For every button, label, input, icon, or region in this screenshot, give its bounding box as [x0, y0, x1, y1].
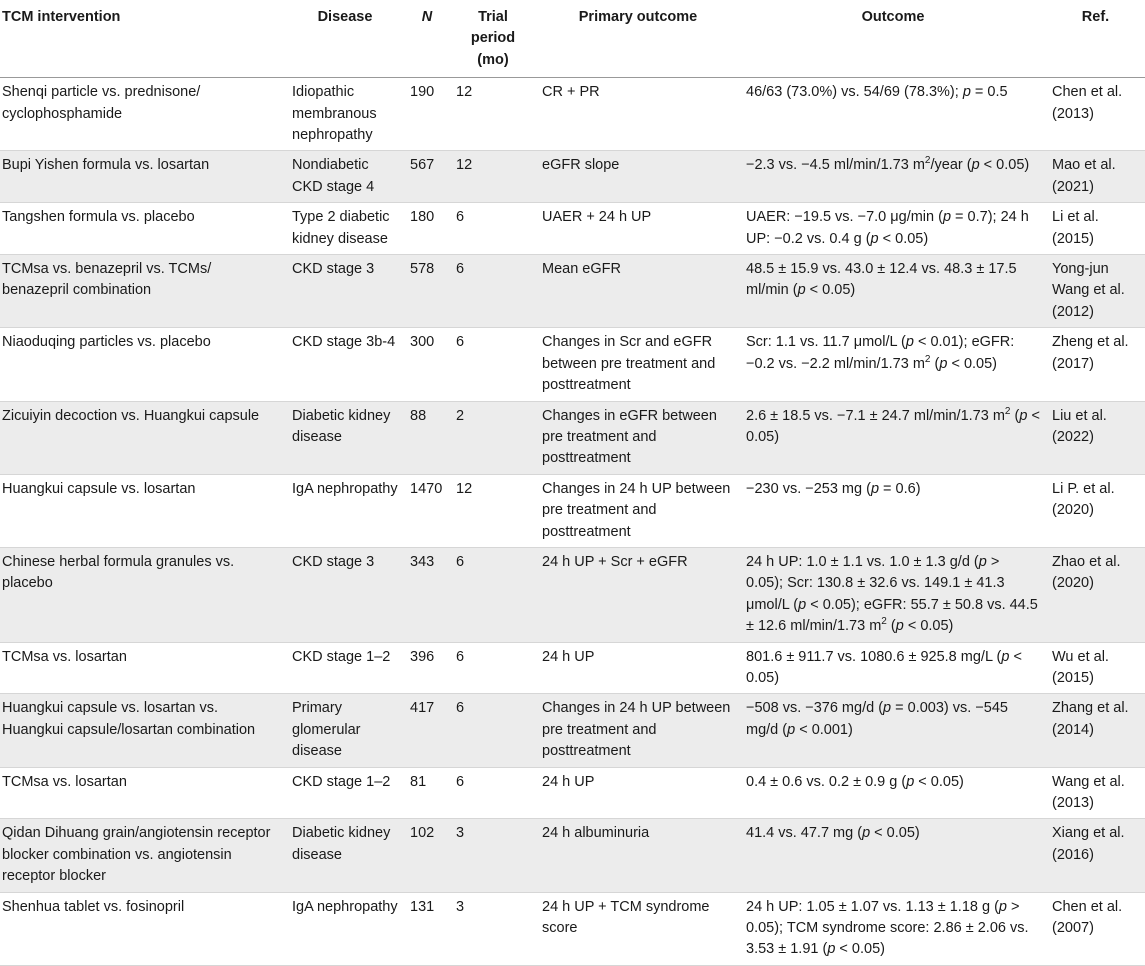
cell-n: 417	[404, 694, 450, 767]
cell-tcm-intervention: TCMsa vs. losartan	[0, 642, 286, 694]
cell-n: 131	[404, 892, 450, 965]
cell-primary-outcome: eGFR slope	[536, 151, 740, 203]
table-row	[0, 642, 1145, 694]
cell-disease: Type 2 diabetic kidney disease	[286, 203, 404, 255]
table-header	[0, 0, 1145, 78]
cell-disease: Diabetic kidney disease	[286, 819, 404, 892]
cell-outcome: 24 h UP: 1.05 ± 1.07 vs. 1.13 ± 1.18 g (p > 0.05); TCM syndrome score: 2.86 ± 2.06 vs. 3.53 ± 1.91 (p < 0.05)	[740, 892, 1046, 965]
cell-ref: Li et al. (2015)	[1046, 203, 1145, 255]
cell-outcome: 46/63 (73.0%) vs. 54/69 (78.3%); p = 0.5	[740, 78, 1046, 151]
header-outcome: Outcome	[740, 0, 1046, 78]
cell-n: 190	[404, 78, 450, 151]
header-disease: Disease	[286, 0, 404, 78]
cell-tcm-intervention: Qidan Dihuang grain/angiotensin receptor blocker combination vs. angiotensin receptor blocker	[0, 819, 286, 892]
cell-n: 567	[404, 151, 450, 203]
cell-tcm-intervention: Zicuiyin decoction vs. Huangkui capsule	[0, 401, 286, 474]
cell-trial-period: 6	[450, 547, 536, 642]
cell-n: 102	[404, 819, 450, 892]
cell-n: 300	[404, 328, 450, 401]
cell-trial-period: 6	[450, 694, 536, 767]
cell-outcome: −508 vs. −376 mg/d (p = 0.003) vs. −545 mg/d (p < 0.001)	[740, 694, 1046, 767]
cell-trial-period: 3	[450, 892, 536, 965]
cell-disease: Nondiabetic CKD stage 4	[286, 151, 404, 203]
table-row	[0, 255, 1145, 328]
cell-n: 396	[404, 642, 450, 694]
cell-outcome: 801.6 ± 911.7 vs. 1080.6 ± 925.8 mg/L (p < 0.05)	[740, 642, 1046, 694]
cell-disease: Primary glomerular disease	[286, 694, 404, 767]
cell-tcm-intervention: Huangkui capsule vs. losartan	[0, 474, 286, 547]
cell-tcm-intervention: Chinese herbal formula granules vs. placebo	[0, 547, 286, 642]
header-ref: Ref.	[1046, 0, 1145, 78]
cell-primary-outcome: Changes in eGFR between pre treatment and posttreatment	[536, 401, 740, 474]
cell-outcome: Scr: 1.1 vs. 11.7 μmol/L (p < 0.01); eGFR: −0.2 vs. −2.2 ml/min/1.73 $m^2$ (p < 0.05)	[740, 328, 1046, 401]
cell-primary-outcome: CR + PR	[536, 78, 740, 151]
table-row	[0, 547, 1145, 642]
cell-primary-outcome: 24 h UP + TCM syndrome score	[536, 892, 740, 965]
header-primary-outcome: Primary outcome	[536, 0, 740, 78]
cell-primary-outcome: 24 h UP	[536, 642, 740, 694]
cell-tcm-intervention: Bupi Yishen formula vs. losartan	[0, 151, 286, 203]
cell-trial-period: 3	[450, 819, 536, 892]
cell-n: 343	[404, 547, 450, 642]
cell-primary-outcome: UAER + 24 h UP	[536, 203, 740, 255]
cell-ref: Zhao et al. (2020)	[1046, 547, 1145, 642]
cell-primary-outcome: Changes in Scr and eGFR between pre treatment and posttreatment	[536, 328, 740, 401]
cell-primary-outcome: 24 h UP + Scr + eGFR	[536, 547, 740, 642]
cell-disease: IgA nephropathy	[286, 474, 404, 547]
cell-outcome: UAER: −19.5 vs. −7.0 μg/min (p = 0.7); 24 h UP: −0.2 vs. 0.4 g (p < 0.05)	[740, 203, 1046, 255]
cell-disease: CKD stage 1–2	[286, 767, 404, 819]
cell-n: 180	[404, 203, 450, 255]
cell-trial-period: 6	[450, 328, 536, 401]
cell-disease: CKD stage 3	[286, 255, 404, 328]
cell-outcome: 48.5 ± 15.9 vs. 43.0 ± 12.4 vs. 48.3 ± 17.5 ml/min (p < 0.05)	[740, 255, 1046, 328]
header-n: N	[404, 0, 450, 78]
cell-ref: Zhang et al. (2014)	[1046, 694, 1145, 767]
header-row	[0, 0, 1145, 78]
cell-disease: CKD stage 3b-4	[286, 328, 404, 401]
cell-n: 578	[404, 255, 450, 328]
cell-trial-period: 6	[450, 203, 536, 255]
table-row	[0, 767, 1145, 819]
cell-ref: Mao et al. (2021)	[1046, 151, 1145, 203]
cell-disease: IgA nephropathy	[286, 892, 404, 965]
cell-ref: Li P. et al. (2020)	[1046, 474, 1145, 547]
table-row	[0, 892, 1145, 965]
cell-disease: CKD stage 1–2	[286, 642, 404, 694]
cell-n: 1470	[404, 474, 450, 547]
cell-tcm-intervention: TCMsa vs. losartan	[0, 767, 286, 819]
cell-tcm-intervention: Niaoduqing particles vs. placebo	[0, 328, 286, 401]
table-row	[0, 474, 1145, 547]
cell-trial-period: 12	[450, 474, 536, 547]
cell-disease: Idiopathic membranous nephropathy	[286, 78, 404, 151]
cell-trial-period: 6	[450, 642, 536, 694]
table-row	[0, 78, 1145, 151]
table-row	[0, 401, 1145, 474]
cell-tcm-intervention: TCMsa vs. benazepril vs. TCMs/ benazepril combination	[0, 255, 286, 328]
cell-disease: Diabetic kidney disease	[286, 401, 404, 474]
cell-ref: Yong-jun Wang et al. (2012)	[1046, 255, 1145, 328]
cell-tcm-intervention: Huangkui capsule vs. losartan vs. Huangkui capsule/losartan combination	[0, 694, 286, 767]
cell-primary-outcome: Changes in 24 h UP between pre treatment and posttreatment	[536, 694, 740, 767]
cell-outcome: −230 vs. −253 mg (p = 0.6)	[740, 474, 1046, 547]
table-row	[0, 328, 1145, 401]
cell-ref: Liu et al. (2022)	[1046, 401, 1145, 474]
cell-disease: CKD stage 3	[286, 547, 404, 642]
cell-n: 81	[404, 767, 450, 819]
cell-primary-outcome: Changes in 24 h UP between pre treatment and posttreatment	[536, 474, 740, 547]
table-row	[0, 694, 1145, 767]
cell-outcome: 2.6 ± 18.5 vs. −7.1 ± 24.7 ml/min/1.73 $m^2$ (p < 0.05)	[740, 401, 1046, 474]
cell-ref: Chen et al. (2007)	[1046, 892, 1145, 965]
table-row	[0, 203, 1145, 255]
cell-tcm-intervention: Shenqi particle vs. prednisone/ cyclophosphamide	[0, 78, 286, 151]
cell-trial-period: 12	[450, 78, 536, 151]
cell-primary-outcome: Mean eGFR	[536, 255, 740, 328]
table-row	[0, 151, 1145, 203]
cell-trial-period: 6	[450, 767, 536, 819]
cell-outcome: −2.3 vs. −4.5 ml/min/1.73 $m^2$/year (p < 0.05)	[740, 151, 1046, 203]
cell-outcome: 24 h UP: 1.0 ± 1.1 vs. 1.0 ± 1.3 g/d (p > 0.05); Scr: 130.8 ± 32.6 vs. 149.1 ± 41.3 μmol/L (p < 0.05); eGFR: 55.7 ± 50.8 vs. 44.5 ± 12.6 ml/min/1.73 $m^2$ (p < 0.05)	[740, 547, 1046, 642]
cell-outcome: 41.4 vs. 47.7 mg (p < 0.05)	[740, 819, 1046, 892]
cell-ref: Wang et al. (2013)	[1046, 767, 1145, 819]
cell-ref: Chen et al. (2013)	[1046, 78, 1145, 151]
cell-ref: Wu et al. (2015)	[1046, 642, 1145, 694]
cell-primary-outcome: 24 h albuminuria	[536, 819, 740, 892]
cell-trial-period: 6	[450, 255, 536, 328]
header-tcm-intervention: TCM intervention	[0, 0, 286, 78]
cell-n: 88	[404, 401, 450, 474]
cell-trial-period: 2	[450, 401, 536, 474]
header-trial-period: Trial period (mo)	[450, 0, 536, 78]
cell-primary-outcome: 24 h UP	[536, 767, 740, 819]
cell-ref: Zheng et al. (2017)	[1046, 328, 1145, 401]
cell-outcome: 0.4 ± 0.6 vs. 0.2 ± 0.9 g (p < 0.05)	[740, 767, 1046, 819]
cell-tcm-intervention: Tangshen formula vs. placebo	[0, 203, 286, 255]
cell-ref: Xiang et al. (2016)	[1046, 819, 1145, 892]
cell-tcm-intervention: Shenhua tablet vs. fosinopril	[0, 892, 286, 965]
cell-trial-period: 12	[450, 151, 536, 203]
table-row	[0, 819, 1145, 892]
table-body	[0, 78, 1145, 966]
